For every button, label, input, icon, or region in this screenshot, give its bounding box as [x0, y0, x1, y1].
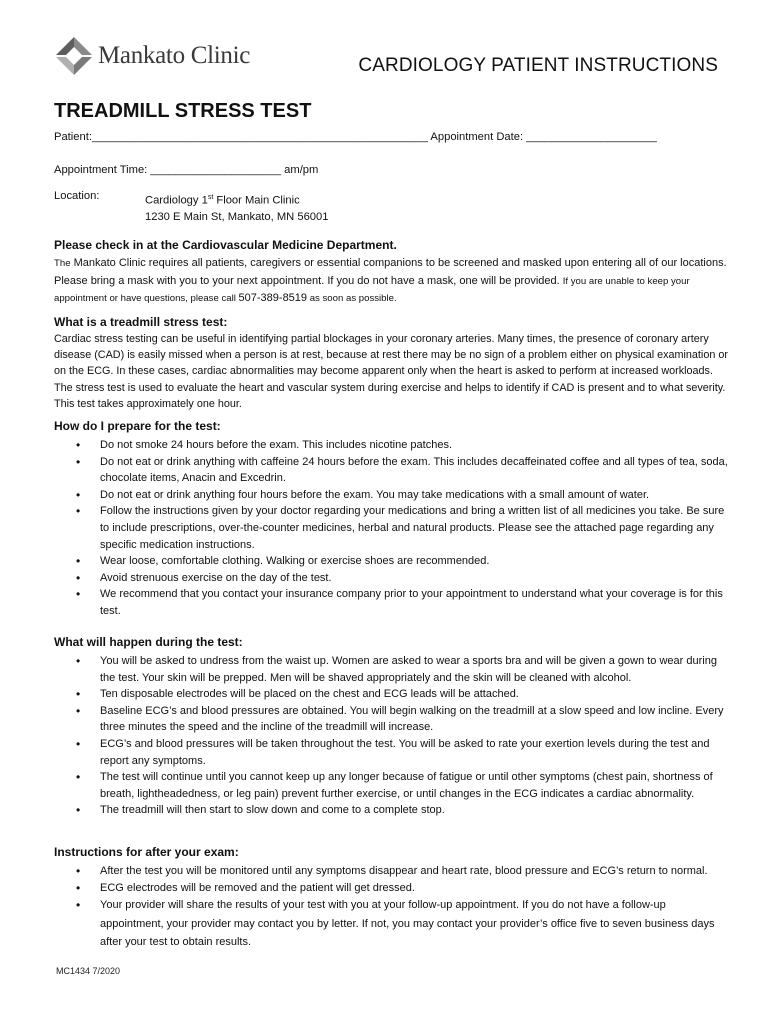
list-item: • Baseline ECG’s and blood pressures are obtained. You will begin walking on the treadmill at a slow speed and low incline. Every three minutes the speed and the incline of the treadmill will increase. [54, 703, 730, 736]
prepare-list [54, 437, 730, 620]
location-line-1: Cardiology 1st Floor Main Clinic [145, 194, 300, 207]
list-item: • After the test you will be monitored until any symptoms disappear and heart rate, blood pressure and ECG’s return to normal. [54, 863, 730, 880]
list-item: • Ten disposable electrodes will be placed on the chest and ECG leads will be attached. [54, 686, 730, 703]
what-is-body: Cardiac stress testing can be useful in identifying partial blockages in your coronary arteries. Many times, the presence of coronary artery disease (CAD) is easily missed when a person is at rest, because at rest there may be no sign of a problem either on physical examination or on the ECG. In these cases, cardiac abnormalities may become apparent only when the heart is asked to perform at increased workloads. The stress test is used to evaluate the heart and vascular system during exercise and helps to identify if CAD is present and to what severity. This test takes approximately one hour. [54, 333, 728, 410]
checkin-heading: Please check in at the Cardiovascular Medicine Department. [54, 238, 397, 252]
page-title: TREADMILL STRESS TEST [54, 100, 312, 122]
during-list [54, 653, 730, 819]
location-value [145, 190, 328, 225]
form-code: MC1434 7/2020 [56, 966, 121, 976]
list-item: • Do not smoke 24 hours before the exam. This includes nicotine patches. [54, 437, 730, 454]
list-item: • Do not eat or drink anything four hours before the exam. You may take medications with a small amount of water. [54, 487, 730, 504]
list-item: • You will be asked to undress from the waist up. Women are asked to wear a sports bra and will be given a gown to wear during the test. Your skin will be prepped. Men will be shaved appropriately and the skin will be cleaned with alcohol. [54, 653, 730, 686]
list-item: • Follow the instructions given by your doctor regarding your medications and bring a written list of all medicines you take. Be sure to include prescriptions, over-the-counter medicines, herbal and natural products. Please see the attached page regarding any specific medication instructions. [54, 503, 730, 553]
what-is-heading: What is a treadmill stress test: [54, 315, 228, 329]
list-item: • Your provider will share the results of your test with you at your follow-up appointment. If you do not have a follow-up appointment, your provider may contact you by letter. If not, you may contact your provider’s office five to seven business days after your test to obtain results. [54, 896, 730, 952]
list-item: • The test will continue until you cannot keep up any longer because of fatigue or until other symptoms (chest pain, shortness of breath, lightheadedness, or leg pain) prevent further exercise, or until changes in the ECG indicates a cardiac abnormality. [54, 769, 730, 802]
list-item: • Avoid strenuous exercise on the day of the test. [54, 570, 730, 587]
location-label: Location: [54, 190, 100, 202]
list-item: • The treadmill will then start to slow down and come to a complete stop. [54, 802, 730, 819]
after-list [54, 863, 730, 952]
list-item: • We recommend that you contact your insurance company prior to your appointment to understand what your coverage is for this test. [54, 586, 730, 619]
during-heading: What will happen during the test: [54, 635, 243, 649]
list-item: • ECG’s and blood pressures will be taken throughout the test. You will be asked to rate your exertion levels during the test and report any symptoms. [54, 736, 730, 769]
mankato-clinic-logo-icon [54, 35, 94, 77]
after-heading: Instructions for after your exam: [54, 845, 239, 859]
location-line-2: 1230 E Main St, Mankato, MN 56001 [145, 210, 329, 223]
list-item: • Do not eat or drink anything with caffeine 24 hours before the exam. This includes decaffeinated coffee and all types of tea, soda, chocolate items, Anacin and Excedrin. [54, 454, 730, 487]
list-item: • Wear loose, comfortable clothing. Walking or exercise shoes are recommended. [54, 553, 730, 570]
checkin-paragraph: The Mankato Clinic requires all patients, caregivers or essential companions to be screened and masked upon entering all of our locations. Please bring a mask with you to your next appointment. If you do not have a mask, one will be provided. If you are unable to keep your appointment or have questions, please call 507-389-8519 as soon as possible. [54, 257, 727, 304]
prepare-heading: How do I prepare for the test: [54, 419, 221, 433]
document-title: CARDIOLOGY PATIENT INSTRUCTIONS [358, 55, 718, 76]
logo-text: Mankato Clinic [98, 42, 251, 69]
list-item: • ECG electrodes will be removed and the patient will get dressed. [54, 880, 730, 897]
clinic-logo [54, 34, 250, 78]
patient-field-line: Patient:______________________________________________________ Appointment Date: _____________________ [54, 131, 657, 143]
appointment-time-field-line: Appointment Time: _____________________ am/pm [54, 164, 319, 176]
